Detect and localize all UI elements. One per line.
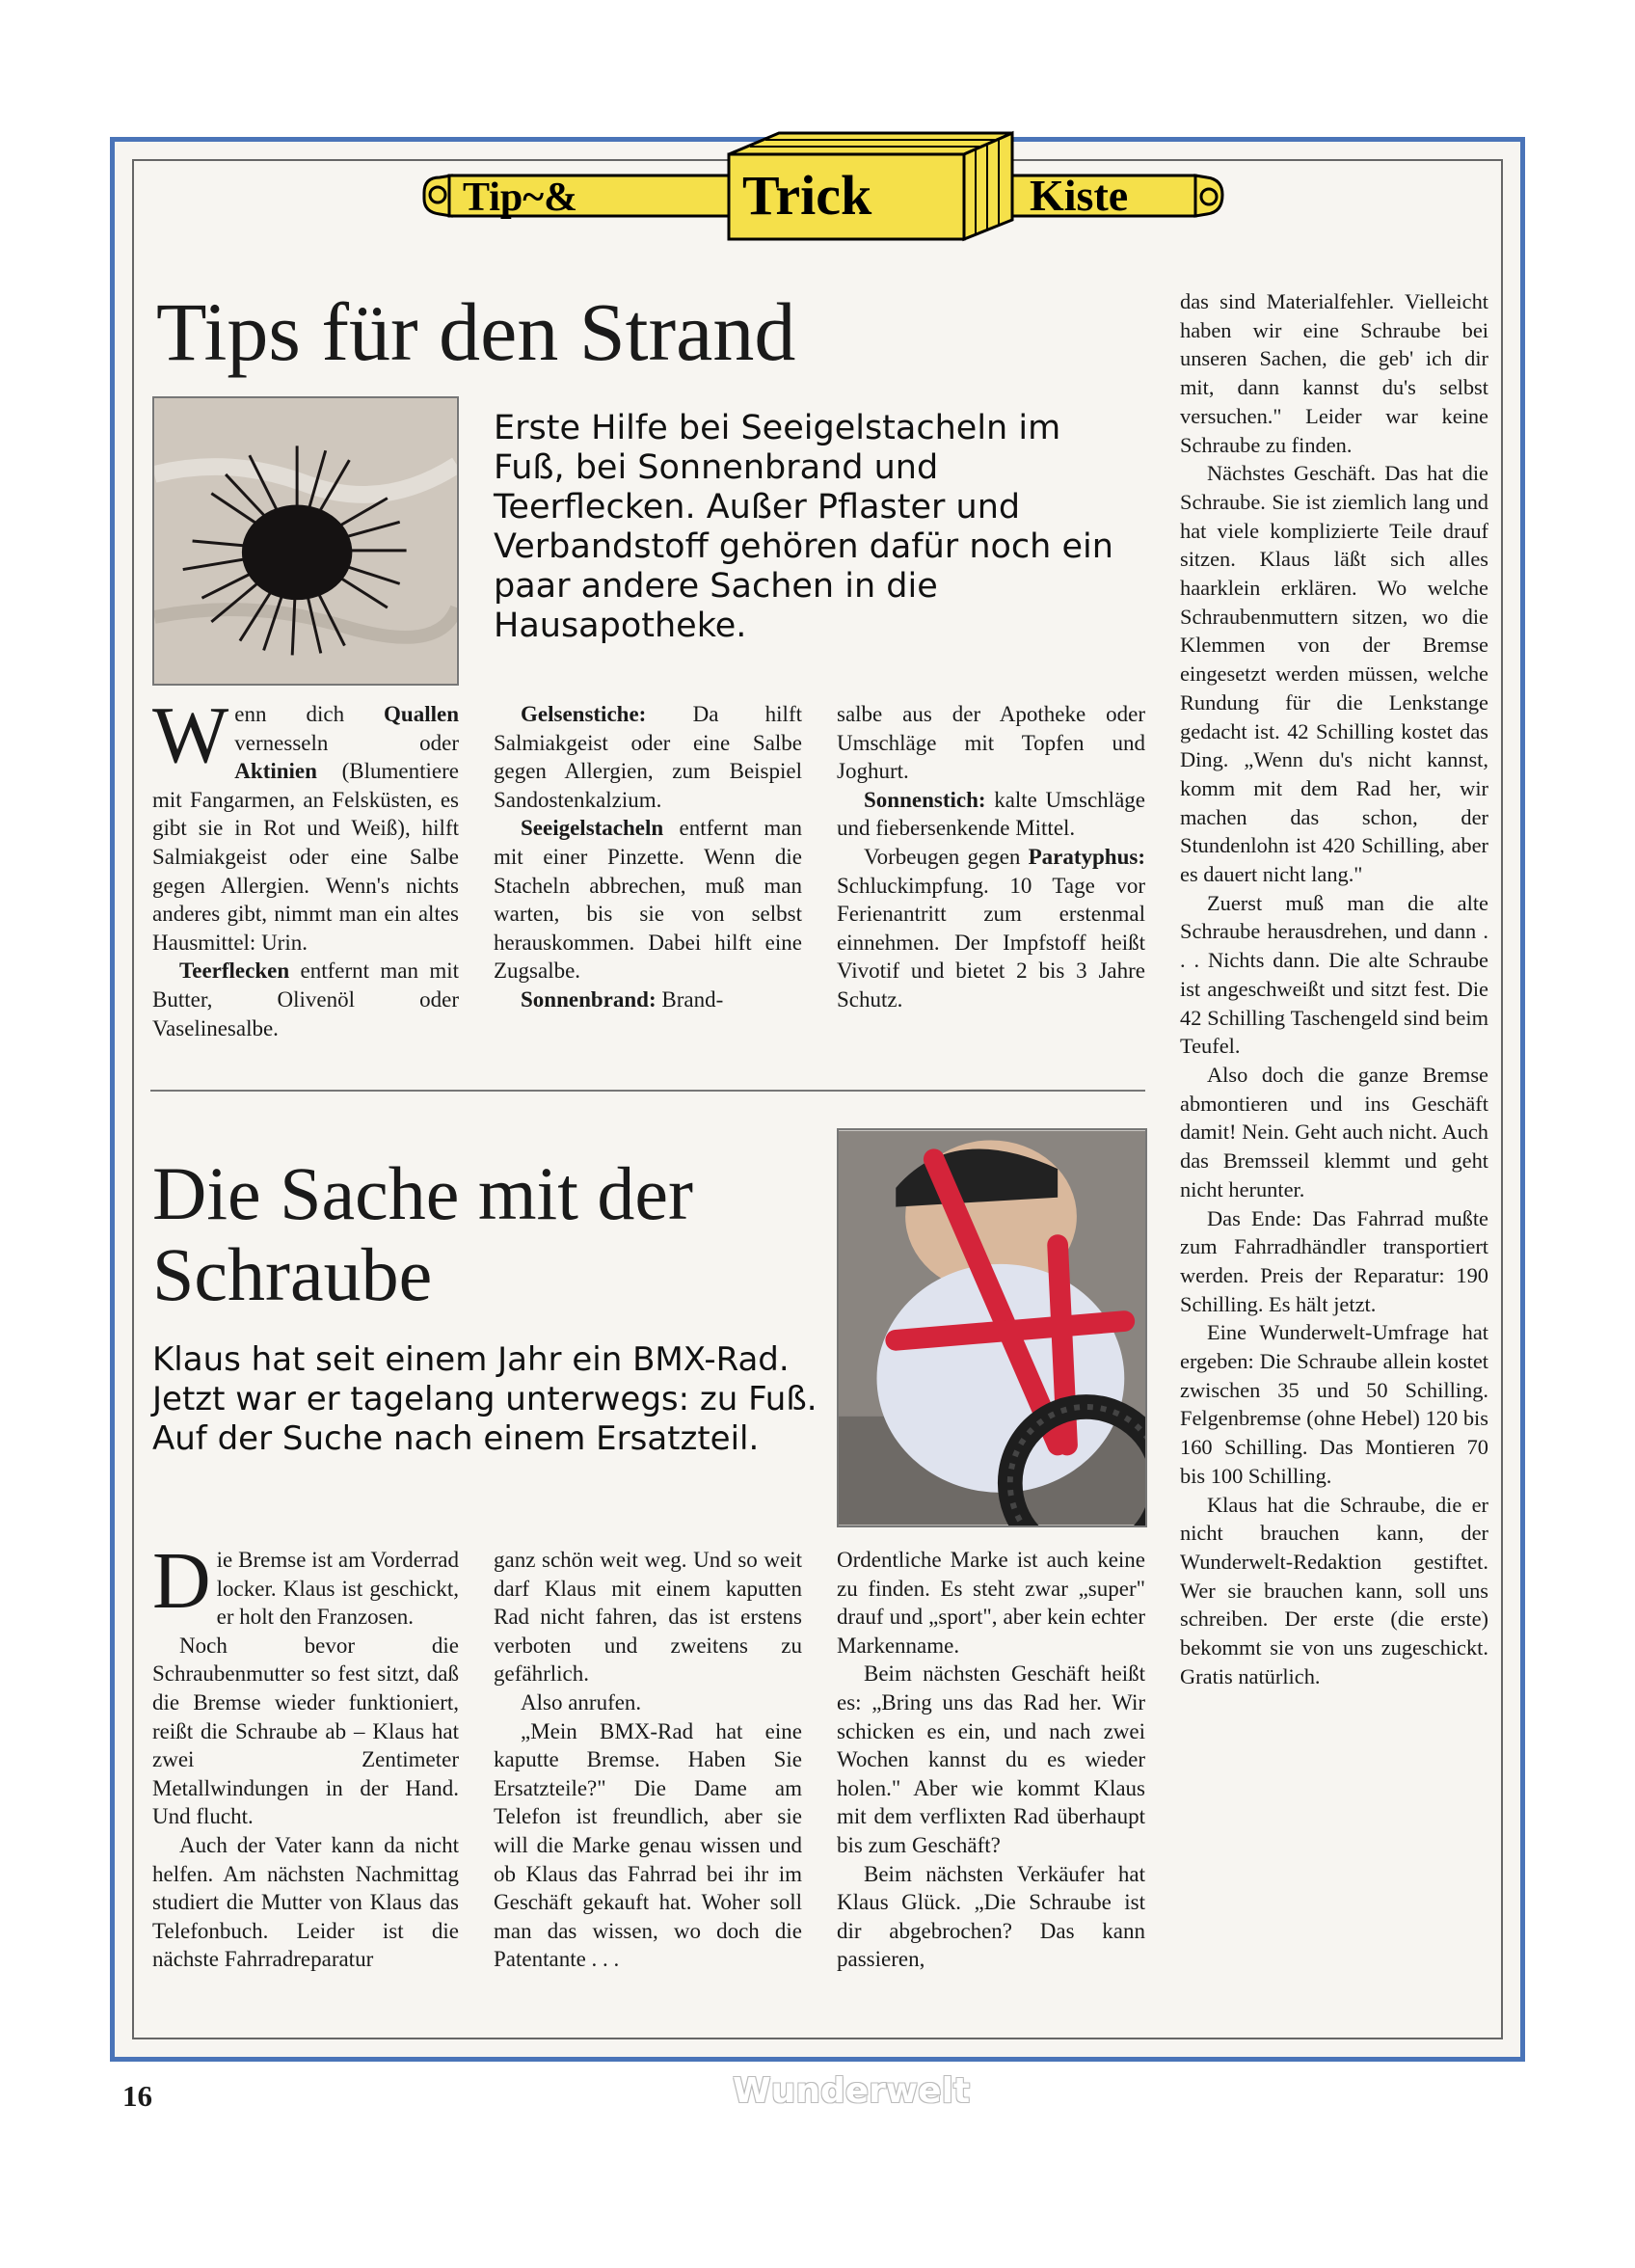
page-number: 16 xyxy=(122,2079,152,2113)
article-divider xyxy=(150,1090,1145,1092)
article1-column-3 xyxy=(837,700,1145,1014)
article2-column-3 xyxy=(837,1546,1145,1974)
article2-column-1 xyxy=(152,1536,459,1974)
article2-col4-paragraph-3: Zuerst muß man die alte Schraube herausdrehen, und dann . . . Nichts dann. Die alte Schraube ist angeschweißt und sitzt fest. Die 42 Schilling Taschengeld sind beim Teufel. xyxy=(1180,890,1488,1059)
article1-col1-paragraph-2: Teerflecken entfernt man mit Butter, Olivenöl oder Vaselinesalbe. xyxy=(152,958,459,1040)
article2-col2-paragraph-2: Also anrufen. xyxy=(521,1689,642,1714)
article2-col3-paragraph-3: Beim nächsten Verkäufer hat Klaus Glück. „Die Schraube ist dir abgebrochen? Das kann passieren, xyxy=(837,1861,1145,1972)
article-title-strand: Tips für den Strand xyxy=(156,285,796,378)
article2-col4-paragraph-5: Das Ende: Das Fahrrad mußte zum Fahrradhändler transportiert werden. Preis der Reparatur: 190 Schilling. Es hält jetzt. xyxy=(1180,1205,1488,1316)
article2-col3-paragraph-1: Ordentliche Marke ist auch keine zu finden. Es steht zwar „super" drauf und „sport", aber kein echter Markenname. xyxy=(837,1548,1145,1658)
article1-column-2 xyxy=(494,700,802,1014)
bmx-repair-photo xyxy=(837,1128,1147,1527)
article1-col3-paragraph-1: salbe aus der Apotheke oder Umschläge mit Topfen und Joghurt. xyxy=(837,702,1145,784)
banner-text-kiste: Kiste xyxy=(1030,171,1129,220)
article2-col4-paragraph-7: Klaus hat die Schraube, die er nicht brauchen kann, der Wunderwelt-Redaktion gestiftet. Wer sie brauchen kann, soll uns schreiben. Der erste (die erste) bekommt sie von uns zugeschickt. Gratis natürlich. xyxy=(1180,1492,1488,1688)
wunderwelt-logo: Wunderwelt xyxy=(733,2071,971,2111)
article-title-schraube: Die Sache mit der Schraube xyxy=(152,1151,693,1316)
article1-col2-paragraph-2: Seeigelstacheln entfernt man mit einer Pinzette. Wenn die Stacheln abbrechen, muß man warten, bis sie von selbst herauskommen. Dabei hilft eine Zugsalbe. xyxy=(494,816,802,984)
banner-text-tip: Tip~& xyxy=(463,176,578,220)
sea-urchin-illustration xyxy=(154,398,457,684)
article2-col1-paragraph-2: Noch bevor die Schraubenmutter so fest sitzt, daß die Bremse wieder funktioniert, reißt die Schraube ab – Klaus hat zwei Zentimeter Metallwindungen in der Hand. Und flucht. xyxy=(152,1633,459,1829)
banner-text-trick: Trick xyxy=(742,164,872,227)
article1-column-1 xyxy=(152,690,459,1042)
article2-col4-paragraph-6: Eine Wunderwelt-Umfrage hat ergeben: Die Schraube allein kostet zwischen 35 und 50 Schilling. Felgenbremse (ohne Hebel) 120 bis 160 Schilling. Das Montieren 70 bis 100 Schilling. xyxy=(1180,1320,1488,1488)
article2-col2-paragraph-1: ganz schön weit weg. Und so weit darf Klaus mit einem kaputten Rad nicht fahren, das ist erstens verboten und zweitens zu gefährlich. xyxy=(494,1548,802,1687)
bmx-illustration xyxy=(839,1130,1145,1526)
dropcap-d: D xyxy=(152,1536,211,1626)
sea-urchin-photo xyxy=(152,396,459,686)
article2-col3-paragraph-2: Beim nächsten Geschäft heißt es: „Bring uns das Rad her. Wir schicken es ein, und nach zwei Wochen kannst du es wieder holen." Aber wie kommt Klaus mit dem verflixten Rad überhaupt bis zum Geschäft? xyxy=(837,1661,1145,1857)
article2-col1-paragraph-1: Die Bremse ist am Vorderrad locker. Klaus ist geschickt, er holt den Franzosen. xyxy=(152,1536,459,1630)
article2-lead: Klaus hat seit einem Jahr ein BMX-Rad. Jetzt war er tagelang unterwegs: zu Fuß. Auf der Suche nach einem Ersatzteil. xyxy=(152,1340,818,1458)
tip-trick-kiste-banner xyxy=(413,127,1232,243)
article2-column-4 xyxy=(1180,287,1488,1690)
article2-col2-paragraph-3: „Mein BMX-Rad hat eine kaputte Bremse. Haben Sie Ersatzteile?" Die Dame am Telefon ist freundlich, aber sie will die Marke genau wissen und ob Klaus das Fahrrad bei ihr im Geschäft gekauft hat. Woher soll man das wissen, wo doch die Patentante . . . xyxy=(494,1718,802,1972)
article2-col4-paragraph-4: Also doch die ganze Bremse abmontieren und ins Geschäft damit! Nein. Geht auch nicht. Auch das Bremsseil klemmt und geht nicht herunter. xyxy=(1180,1062,1488,1202)
article1-col3-paragraph-2: Sonnenstich: kalte Umschläge und fiebersenkende Mittel. xyxy=(837,787,1145,841)
article1-col3-paragraph-3: Vorbeugen gegen Paratyphus: Schluckimpfung. 10 Tage vor Ferienantritt zum erstenmal einnehmen. Der Impfstoff heißt Vivotif und bietet 2 bis 3 Jahre Schutz. xyxy=(837,844,1145,1012)
article1-lead: Erste Hilfe bei Seeigelstacheln im Fuß, bei Sonnenbrand und Teerflecken. Außer Pflaster und Verbandstoff gehören dafür noch ein paar andere Sachen in die Hausapotheke. xyxy=(494,409,1113,645)
article2-col4-paragraph-2: Nächstes Geschäft. Das hat die Schraube. Sie ist ziemlich lang und hat viele komplizierte Teile drauf sitzen. Klaus läßt sich alles haarklein erklären. Wo welche Schraubenmuttern sitzen, wo die Klemmen von der Bremse eingesetzt werden müssen, welche Rundung für die Lenkstange gedacht ist. 42 Schilling kostet das Ding. „Wenn du's nicht kannst, komm mit dem Rad her, wir machen das schon, der Stundenlohn ist 420 Schilling, aber es dauert nicht lang." xyxy=(1180,461,1488,887)
article1-col2-paragraph-3: Sonnenbrand: Brand- xyxy=(521,986,724,1012)
article1-col2-paragraph-1: Gelsenstiche: Da hilft Salmiakgeist oder eine Salbe gegen Allergien, zum Beispiel Sandostenkalzium. xyxy=(494,702,802,812)
dropcap-w: W xyxy=(152,690,229,780)
article2-col4-paragraph-1: das sind Materialfehler. Vielleicht haben wir eine Schraube bei unseren Sachen, die geb' ich dir mit, dann kannst du's selbst versuchen." Leider war keine Schraube zu finden. xyxy=(1180,289,1488,457)
article2-col1-paragraph-3: Auch der Vater kann da nicht helfen. Am nächsten Nachmittag studiert die Mutter von Klaus das Telefonbuch. Leider ist die nächste Fahrradreparatur xyxy=(152,1832,459,1972)
article2-column-2 xyxy=(494,1546,802,1974)
article1-col1-paragraph-1: Wenn dich Quallen vernesseln oder Aktinien (Blumentiere mit Fangarmen, an Felsküsten, es gibt sie in Rot und Weiß), hilft Salmiakgeist oder eine Salbe gegen Allergien. Wenn's nichts anderes gibt, nimmt man ein altes Hausmittel: Urin. xyxy=(152,690,459,955)
